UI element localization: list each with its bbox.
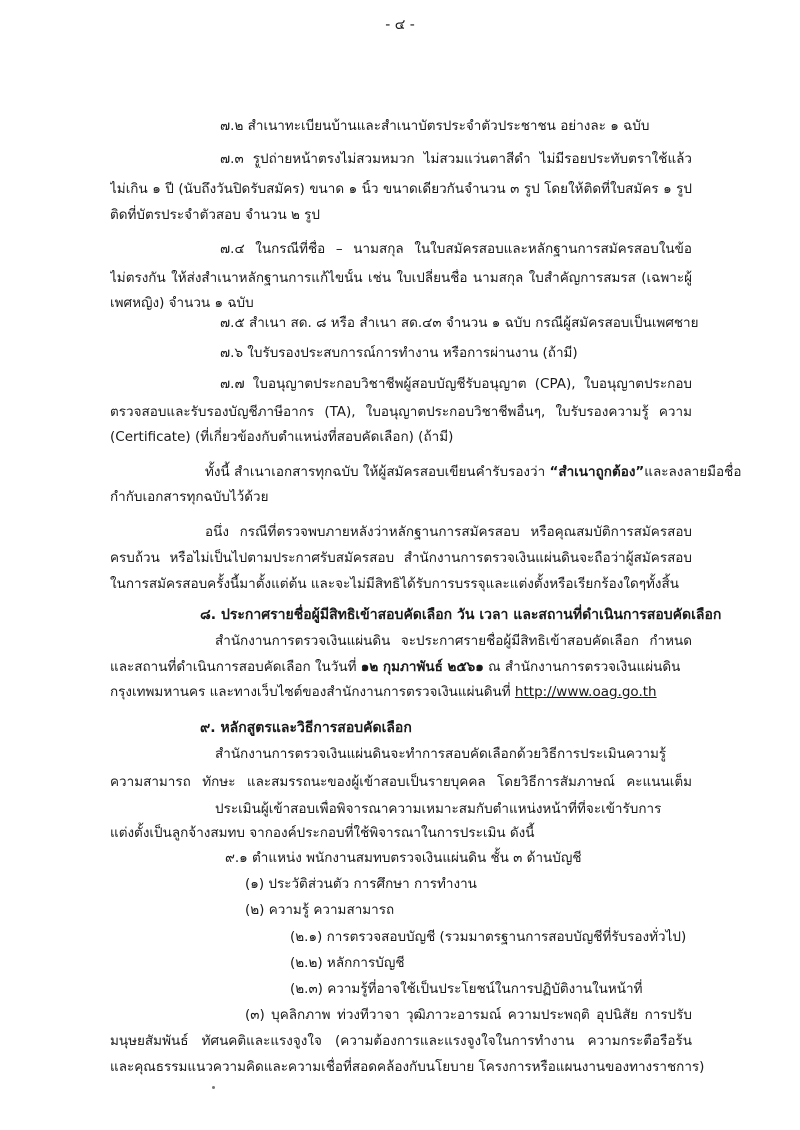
page-number: - ๔ -: [385, 17, 415, 33]
text-line: สำนักงานการตรวจเงินแผ่นดินจะทำการสอบคัดเลือกด้วยวิธีการประเมินความรู้: [215, 746, 667, 762]
text-line: (๒.๓) ความรู้ที่อาจใช้เป็นประโยชน์ในการปฏิบัติงานในหน้าที่: [290, 981, 643, 997]
text-line: (๑) ประวัติส่วนตัว การศึกษา การทำงาน: [245, 876, 477, 892]
text-segment: กรุงเทพมหานคร และทางเว็บไซต์ของสำนักงานการตรวจเงินแผ่นดินที่: [110, 684, 515, 700]
text-line: ในการสมัครสอบครั้งนี้มาตั้งแต่ต้น และจะไม่มีสิทธิได้รับการบรรจุและแต่งตั้งหรือเรียกร้องใดๆทั้งสิ้น: [110, 576, 679, 592]
text-line: (๒) ความรู้ ความสามารถ: [245, 902, 395, 918]
text-line: ครบถ้วน หรือไม่เป็นไปตามประกาศรับสมัครสอบ สำนักงานการตรวจเงินแผ่นดินจะถือว่าผู้สมัครสอบ: [110, 550, 692, 566]
text-segment: ทั้งนี้ สำเนาเอกสารทุกฉบับ ให้ผู้สมัครสอบเขียนคำรับรองว่า: [205, 464, 550, 480]
text-line: (๒.๒) หลักการบัญชี: [290, 955, 405, 971]
text-segment: และลงลายมือชื่อ: [644, 464, 742, 480]
text-line: [205, 463, 741, 481]
text-line: ไม่เกิน ๑ ปี (นับถึงวันปิดรับสมัคร) ขนาด ๑ นิ้ว ขนาดเดียวกันจำนวน ๓ รูป โดยให้ติดที่ใบสมัคร ๑ รูป: [110, 181, 692, 197]
text-line: ๗.๖ ใบรับรองประสบการณ์การทำงาน หรือการผ่านงาน (ถ้ามี): [220, 345, 578, 361]
text-line: มนุษยสัมพันธ์ ทัศนคติและแรงจูงใจ (ความต้องการและแรงจูงใจในการทำงาน ความกระตือรือร้น: [110, 1033, 692, 1049]
website-link[interactable]: http://www.oag.go.th: [514, 684, 657, 700]
text-line: ๙.๑ ตำแหน่ง พนักงานสมทบตรวจเงินแผ่นดิน ชั้น ๓ ด้านบัญชี: [225, 850, 582, 866]
text-line: ประเมินผู้เข้าสอบเพื่อพิจารณาความเหมาะสมกับตำแหน่งหน้าที่ที่จะเข้ารับการ: [215, 801, 662, 817]
scan-speck: [212, 1086, 215, 1089]
section-heading: ๘. ประกาศรายชื่อผู้มีสิทธิเข้าสอบคัดเลือก วัน เวลา และสถานที่ดำเนินการสอบคัดเลือก: [200, 607, 722, 623]
section-heading: ๙. หลักสูตรและวิธีการสอบคัดเลือก: [200, 720, 412, 736]
text-line: (๓) บุคลิกภาพ ท่วงทีวาจา วุฒิภาวะอารมณ์ ความประพฤติ อุปนิสัย การปรับ: [245, 1007, 692, 1023]
bold-text: “สำเนาถูกต้อง”: [549, 464, 645, 480]
text-line: ๗.๕ สำเนา สด. ๘ หรือ สำเนา สด.๔๓ จำนวน ๑ ฉบับ กรณีผู้สมัครสอบเป็นเพศชาย: [220, 315, 699, 331]
text-line: (Certificate) (ที่เกี่ยวข้องกับตำแหน่งที่สอบคัดเลือก) (ถ้ามี): [110, 429, 454, 445]
text-line: อนึ่ง กรณีที่ตรวจพบภายหลังว่าหลักฐานการสมัครสอบ หรือคุณสมบัติการสมัครสอบ: [205, 524, 692, 540]
text-line: ไม่ตรงกัน ให้ส่งสำเนาหลักฐานการแก้ไขนั้น เช่น ใบเปลี่ยนชื่อ นามสกุล ใบสำคัญการสมรส (เฉพาะผู้: [110, 270, 692, 286]
text-line: กำกับเอกสารทุกฉบับไว้ด้วย: [110, 489, 269, 505]
text-segment: และสถานที่ดำเนินการสอบคัดเลือก ในวันที่: [110, 659, 361, 675]
text-line: ๗.๒ สำเนาทะเบียนบ้านและสำเนาบัตรประจำตัวประชาชน อย่างละ ๑ ฉบับ: [220, 118, 650, 134]
text-line: (๒.๑) การตรวจสอบบัญชี (รวมมาตรฐานการสอบบัญชีที่รับรองทั่วไป): [290, 929, 687, 945]
text-line: ๗.๗ ใบอนุญาตประกอบวิชาชีพผู้สอบบัญชีรับอนุญาต (CPA), ใบอนุญาตประกอบ: [220, 376, 692, 392]
text-line: ๗.๔ ในกรณีที่ชื่อ – นามสกุล ในใบสมัครสอบและหลักฐานการสมัครสอบในข้อ: [220, 241, 692, 257]
text-line: ๗.๓ รูปถ่ายหน้าตรงไม่สวมหมวก ไม่สวมแว่นตาสีดำ ไม่มีรอยประทับตราใช้แล้ว: [220, 151, 692, 167]
text-line: แต่งตั้งเป็นลูกจ้างสมทบ จากองค์ประกอบที่ใช้พิจารณาในการประเมิน ดังนี้: [110, 825, 535, 841]
text-line: ความสามารถ ทักษะ และสมรรถนะของผู้เข้าสอบเป็นรายบุคคล โดยวิธีการสัมภาษณ์ คะแนนเต็ม: [110, 774, 692, 790]
bold-text: ๑๒ กุมภาพันธ์ ๒๕๖๑: [360, 659, 484, 675]
text-line: เพศหญิง) จำนวน ๑ ฉบับ: [110, 295, 254, 311]
text-line: สำนักงานการตรวจเงินแผ่นดิน จะประกาศรายชื่อผู้มีสิทธิเข้าสอบคัดเลือก กำหนด: [215, 633, 692, 649]
text-line: และคุณธรรมแนวความคิดและความเชื่อที่สอดคล้องกับนโยบาย โครงการหรือแผนงานของทางราชการ): [110, 1059, 705, 1075]
text-line: ตรวจสอบและรับรองบัญชีภาษีอากร (TA), ใบอนุญาตประกอบวิชาชีพอื่นๆ, ใบรับรองความรู้ ความ: [110, 404, 692, 420]
text-line: [110, 658, 680, 676]
text-line: ติดที่บัตรประจำตัวสอบ จำนวน ๒ รูป: [110, 207, 320, 223]
text-line: [110, 683, 657, 701]
text-segment: ณ สำนักงานการตรวจเงินแผ่นดิน: [483, 659, 681, 675]
